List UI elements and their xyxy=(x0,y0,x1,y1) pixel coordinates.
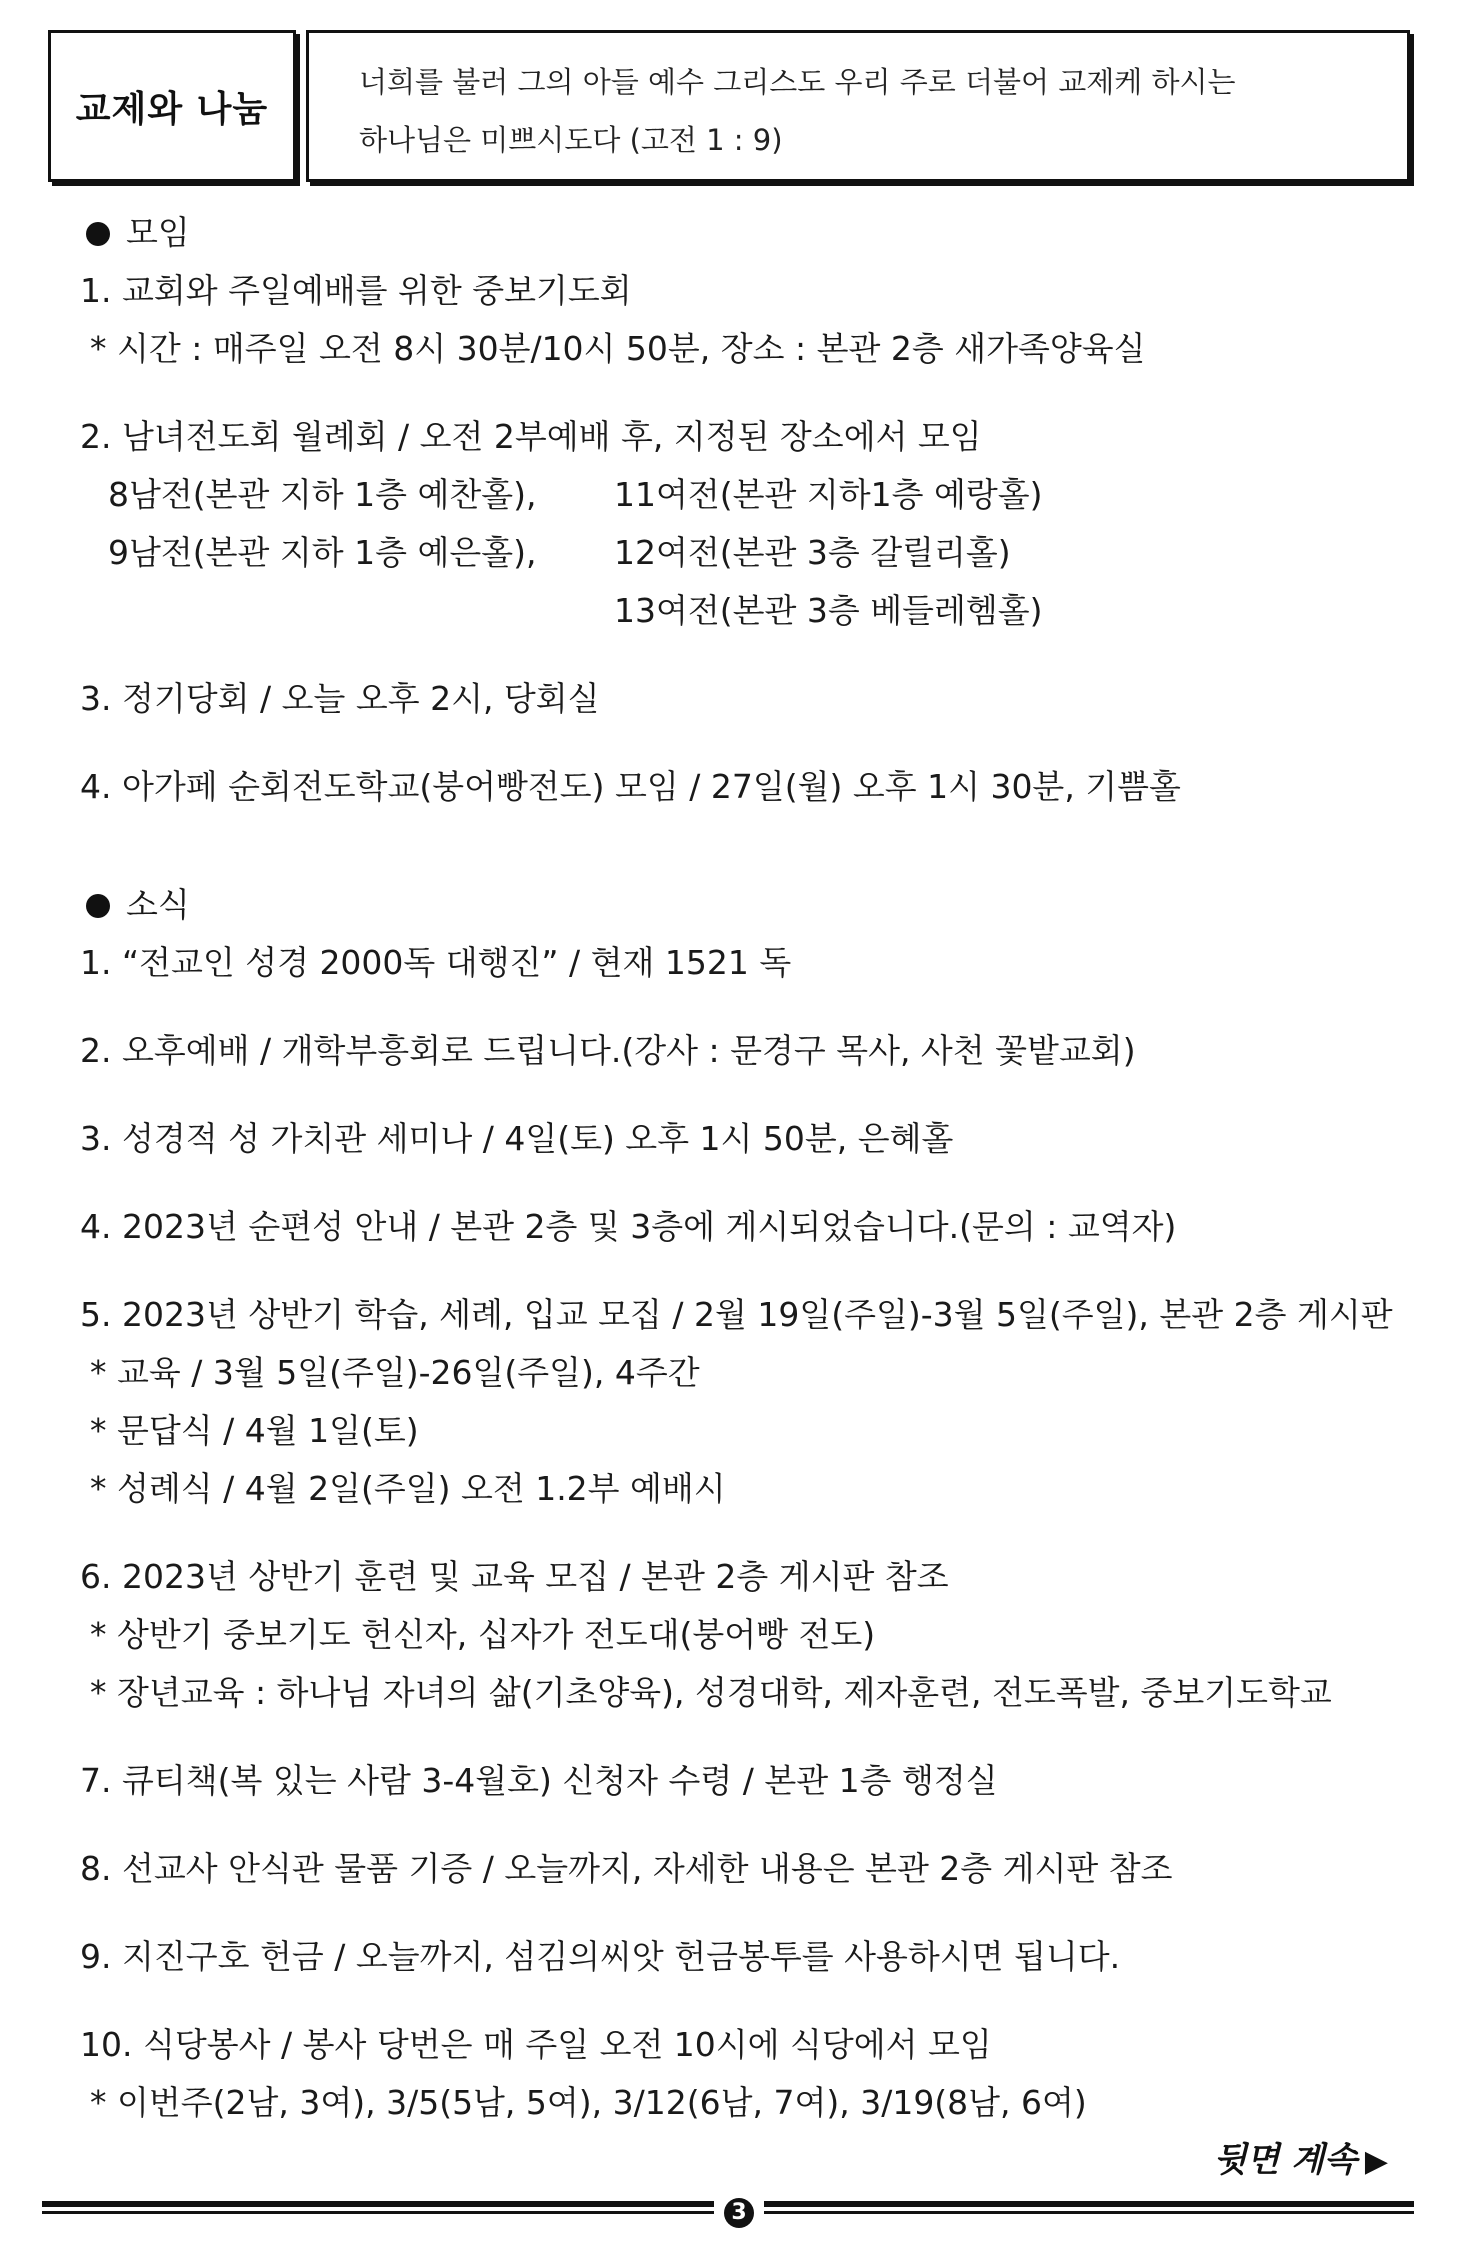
meeting-item-2-right-2: 12여전(본관 3층 갈릴리홀) xyxy=(614,533,1011,572)
news-item-6-detail-2: * 장년교육 : 하나님 자녀의 삶(기초양육), 성경대학, 제자훈련, 전도폭발, 중보기도학교 xyxy=(90,1673,1332,1712)
news-item-9: 9. 지진구호 헌금 / 오늘까지, 섬김의씨앗 헌금봉투를 사용하시면 됩니다. xyxy=(80,1937,1121,1976)
bulletin-content xyxy=(80,204,1420,2132)
news-item-7: 7. 큐티책(복 있는 사람 3-4월호) 신청자 수령 / 본관 1층 행정실 xyxy=(80,1761,998,1800)
continue-notice xyxy=(1214,2132,1388,2181)
play-triangle-icon: ▶ xyxy=(1364,2144,1388,2179)
news-item-10: 10. 식당봉사 / 봉사 당번은 매 주일 오전 10시에 식당에서 모임 xyxy=(80,2025,992,2064)
news-item-3: 3. 성경적 성 가치관 세미나 / 4일(토) 오후 1시 50분, 은혜홀 xyxy=(80,1119,954,1158)
news-item-8: 8. 선교사 안식관 물품 기증 / 오늘까지, 자세한 내용은 본관 2층 게시판 참조 xyxy=(80,1849,1173,1888)
meeting-item-2-right-3: 13여전(본관 3층 베들레헴홀) xyxy=(614,591,1043,630)
verse-line-1: 너희를 불러 그의 아들 예수 그리스도 우리 주로 더불어 교제케 하시는 xyxy=(359,65,1236,99)
news-item-1: 1. “전교인 성경 2000독 대행진” / 현재 1521 독 xyxy=(80,943,792,982)
news-item-2: 2. 오후예배 / 개학부흥회로 드립니다.(강사 : 문경구 목사, 사천 꽃밭교회) xyxy=(80,1031,1136,1070)
news-item-5-detail-2: * 문답식 / 4월 1일(토) xyxy=(90,1411,419,1450)
footer-rule xyxy=(42,2198,1414,2228)
news-item-5-detail-3: * 성례식 / 4월 2일(주일) 오전 1.2부 예배시 xyxy=(90,1469,726,1508)
news-item-5-detail-1: * 교육 / 3월 5일(주일)-26일(주일), 4주간 xyxy=(90,1353,700,1392)
header-title-box xyxy=(48,30,296,182)
meeting-item-1: 1. 교회와 주일예배를 위한 중보기도회 xyxy=(80,271,632,310)
meetings-heading xyxy=(80,204,1420,262)
news-heading-label: 소식 xyxy=(126,885,190,924)
news-item-6: 6. 2023년 상반기 훈련 및 교육 모집 / 본관 2층 게시판 참조 xyxy=(80,1557,949,1596)
footer-right-rule xyxy=(764,2201,1414,2225)
meeting-item-2-left-2: 9남전(본관 지하 1층 예은홀), xyxy=(108,533,537,572)
news-item-6-detail-1: * 상반기 중보기도 헌신자, 십자가 전도대(붕어빵 전도) xyxy=(90,1615,876,1654)
page-number-badge: 3 xyxy=(724,2198,754,2228)
bullet-icon xyxy=(86,222,110,246)
continue-label: 뒷면 계속 xyxy=(1213,2140,1357,2180)
header-verse-box xyxy=(306,30,1410,182)
bullet-icon xyxy=(86,894,110,918)
meetings-heading-label: 모임 xyxy=(126,213,190,252)
news-item-10-detail-1: * 이번주(2남, 3여), 3/5(5남, 5여), 3/12(6남, 7여), 3/19(8남, 6여) xyxy=(90,2083,1087,2122)
news-item-4: 4. 2023년 순편성 안내 / 본관 2층 및 3층에 게시되었습니다.(문의 : 교역자) xyxy=(80,1207,1177,1246)
footer-left-rule xyxy=(42,2201,714,2225)
section-title: 교제와 나눔 xyxy=(75,88,269,130)
meeting-item-2: 2. 남녀전도회 월례회 / 오전 2부예배 후, 지정된 장소에서 모임 xyxy=(80,417,982,456)
meeting-item-3: 3. 정기당회 / 오늘 오후 2시, 당회실 xyxy=(80,679,600,718)
verse-line-2: 하나님은 미쁘시도다 (고전 1 : 9) xyxy=(359,123,783,157)
meeting-item-1-detail: * 시간 : 매주일 오전 8시 30분/10시 50분, 장소 : 본관 2층 새가족양육실 xyxy=(90,329,1146,368)
meeting-item-4: 4. 아가페 순회전도학교(붕어빵전도) 모임 / 27일(월) 오후 1시 30분, 기쁨홀 xyxy=(80,767,1181,806)
meeting-item-2-left-1: 8남전(본관 지하 1층 예찬홀), xyxy=(108,475,537,514)
meeting-item-2-right-1: 11여전(본관 지하1층 예랑홀) xyxy=(614,475,1043,514)
news-item-5: 5. 2023년 상반기 학습, 세례, 입교 모집 / 2월 19일(주일)-3월 5일(주일), 본관 2층 게시판 xyxy=(80,1295,1393,1334)
news-heading xyxy=(80,876,1420,934)
